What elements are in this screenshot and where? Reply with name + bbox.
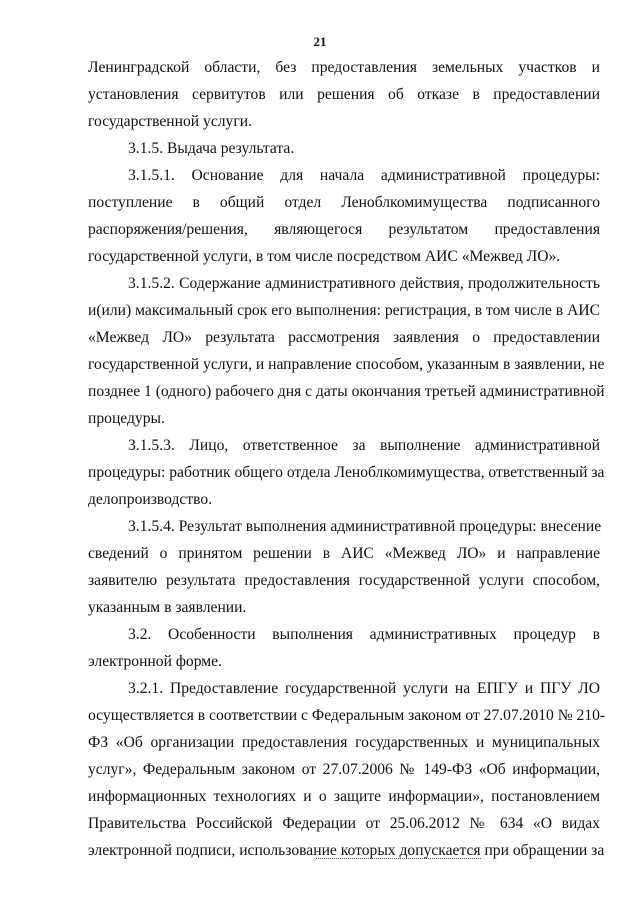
text-line: Ленинградской области, без предоставления земельных участков и xyxy=(88,59,600,76)
text-line: Правительства Российской Федерации от 25.06.2012 № 634 «О видах xyxy=(88,815,600,832)
text-line: 3.2. Особенности выполнения административных процедур в xyxy=(128,626,600,643)
text-line: 3.2.1. Предоставление государственной услуги на ЕПГУ и ПГУ ЛО xyxy=(128,680,600,697)
text-line: услуг», Федеральным законом от 27.07.2006 № 149-ФЗ «Об информации, xyxy=(88,761,600,778)
text-line: заявителю результата предоставления государственной услуги способом, xyxy=(88,572,600,589)
text-line: 3.1.5.4. Результат выполнения административной процедуры: внесение xyxy=(128,518,602,535)
text-line: сведений о принятом решении в АИС «Межвед ЛО» и направление xyxy=(88,545,600,562)
text-line: распоряжения/решения, являющегося результатом предоставления xyxy=(88,221,600,238)
text-line: электронной форме. xyxy=(88,653,222,670)
text-line: указанным в заявлении. xyxy=(88,599,247,616)
text-line: 3.1.5.3. Лицо, ответственное за выполнение административной xyxy=(128,437,600,454)
text-line: информационных технологиях и о защите информации», постановлением xyxy=(88,788,600,805)
text-line: государственной услуги, в том числе посредством АИС «Межвед ЛО». xyxy=(88,248,561,265)
text-line: процедуры: работник общего отдела Леноблкомимущества, ответственный за xyxy=(88,464,605,481)
text-line: позднее 1 (одного) рабочего дня с даты окончания третьей административной xyxy=(88,383,605,400)
text-line: ФЗ «Об организации предоставления государственных и муниципальных xyxy=(88,734,600,751)
page-number: 21 xyxy=(313,34,327,49)
text-line: 3.1.5.2. Содержание административного действия, продолжительность xyxy=(128,275,600,292)
text-line: 3.1.5.1. Основание для начала административной процедуры: xyxy=(128,167,600,184)
text-line: поступление в общий отдел Леноблкомимущества подписанного xyxy=(88,194,600,211)
text-line: электронной подписи, использование которых допускается при обращении за xyxy=(88,842,605,859)
text-line: делопроизводство. xyxy=(88,491,213,508)
text-line: государственной услуги. xyxy=(88,113,252,130)
text-line: процедуры. xyxy=(88,410,165,427)
text-line: 3.1.5. Выдача результата. xyxy=(128,140,295,157)
text-line: и(или) максимальный срок его выполнения: регистрация, в том числе в АИС xyxy=(88,302,600,319)
text-line: установления сервитутов или решения об отказе в предоставлении xyxy=(88,86,600,103)
text-line: государственной услуги, и направление способом, указанным в заявлении, не xyxy=(88,356,605,373)
footer-dotted-rule xyxy=(316,858,481,861)
text-line: осуществляется в соответствии с Федеральным законом от 27.07.2010 № 210- xyxy=(88,707,606,724)
text-line: «Межвед ЛО» результата рассмотрения заявления о предоставлении xyxy=(88,329,600,346)
